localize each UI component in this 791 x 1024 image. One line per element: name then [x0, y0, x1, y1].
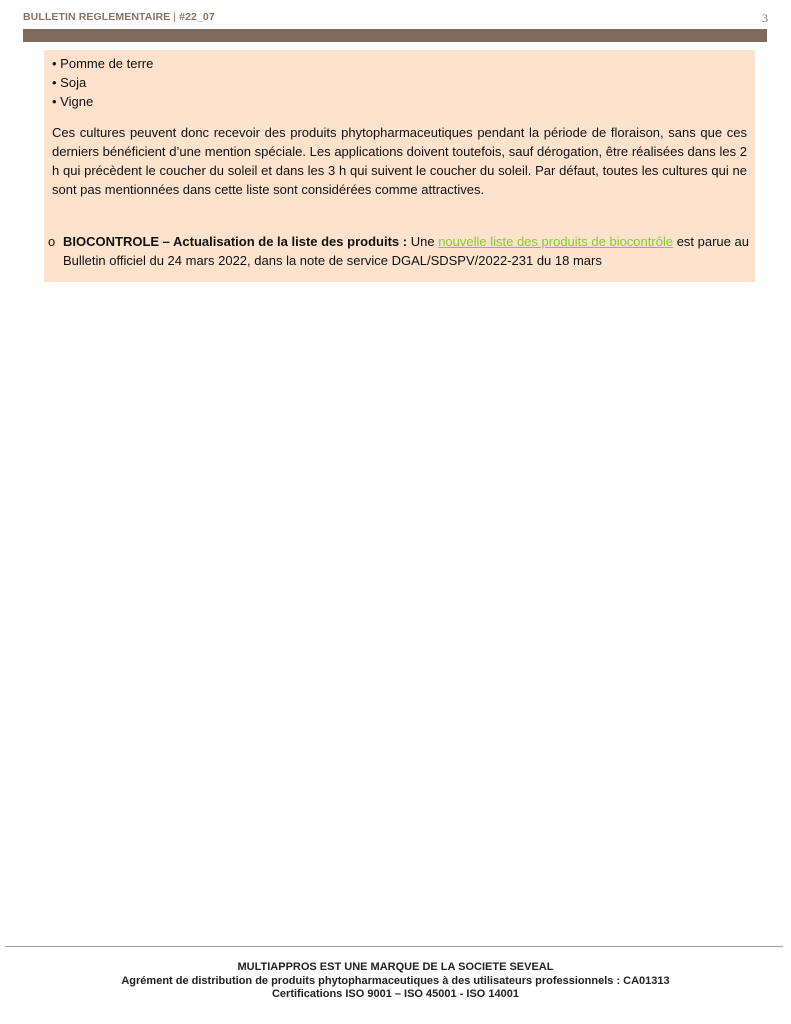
list-item: • Pomme de terre	[52, 56, 154, 71]
biocontrole-list-link[interactable]: nouvelle liste des produits de biocontrôle	[438, 234, 674, 249]
footer-certifications-line: Certifications ISO 9001 – ISO 45001 - ISO 14001	[271, 988, 520, 1000]
biocontrole-text-after-link: est parue au Bulletin officiel du 24 mars 2022, dans la note de service DGAL/SDSPV/2022-231 du 18 mars	[63, 234, 749, 268]
footer-brand-line: MULTIAPPROS EST UNE MARQUE DE LA SOCIETE SEVEAL	[237, 961, 554, 973]
page-footer	[0, 961, 791, 1002]
bulletin-title	[23, 11, 215, 23]
bulletin-issue: #22_07	[179, 11, 215, 23]
list-item: • Soja	[52, 75, 87, 90]
footer-agrement-line: Agrément de distribution de produits phytopharmaceutiques à des utilisateurs professionnels : CA01313	[121, 974, 670, 987]
biocontrole-item	[48, 232, 750, 270]
floraison-paragraph: Ces cultures peuvent donc recevoir des produits phytopharmaceutiques pendant la période de floraison, sans que ces derniers bénéficient d’une mention spéciale. Les applications doivent toutefois, sauf dérogation, être réalisées dans les 2 h qui précèdent le coucher du soleil et dans les 3 h qui suivent le coucher du soleil. Par défaut, toutes les cultures qui ne sont pas mentionnées dans cette liste sont considérées comme attractives.	[52, 125, 747, 197]
biocontrole-text	[48, 232, 750, 270]
biocontrole-text-before-link: Une	[410, 234, 435, 249]
crop-bullet-list	[52, 54, 153, 111]
page-number: 3	[762, 11, 768, 25]
footer-divider	[5, 946, 783, 947]
bulletin-title-text: BULLETIN REGLEMENTAIRE	[23, 11, 171, 23]
list-item: • Vigne	[52, 94, 94, 109]
biocontrole-title: BIOCONTROLE – Actualisation de la liste des produits :	[63, 234, 408, 249]
title-separator: |	[173, 11, 177, 23]
content-box	[44, 50, 755, 282]
header-bar	[23, 29, 767, 42]
circle-bullet-icon: o	[48, 234, 56, 249]
